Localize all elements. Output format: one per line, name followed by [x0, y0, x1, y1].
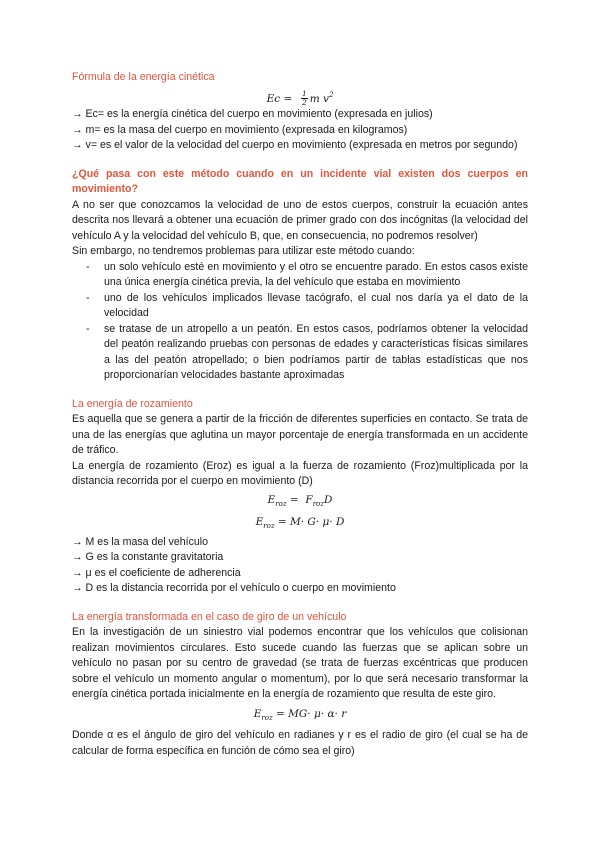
definition-line-G: → G es la constante gravitatoria	[72, 551, 224, 563]
rotation-equation: $E_{roz} = MG\cdot \mu\cdot \alpha\cdot r$	[253, 707, 347, 722]
heading-rotation-energy: La energía transformada en el caso de giro de un vehículo	[72, 610, 347, 623]
list-item: - se tratase de un atropello a un peatón. En estos casos, podríamos obtener la velocidad del peatón realizando pruebas con personas de edades y características físicas similares a las del peatón atropellado; o bien podríamos partir de tablas estadísticas que nos proporcionarían velocidades bastante aproximadas	[86, 322, 528, 384]
paragraph-friction-formula: La energía de rozamiento (Eroz) es igual a la fuerza de rozamiento (Froz)multiplicada por la distancia recorrida por el cuerpo en movimiento (D)	[72, 459, 528, 487]
paragraph-two-bodies: A no ser que conozcamos la velocidad de uno de estos cuerpos, construir la ecuación antes descrita nos llevará a obtener una ecuación de primer grado con dos incógnitas (la velocidad del vehículo A y la velocidad del vehículo B, que, en consecuencia, no podremos resolver)	[72, 198, 528, 242]
eq-fraction: $\frac{1}{2}$	[301, 89, 307, 107]
document-page	[72, 70, 528, 759]
paragraph-friction-definition: Es aquella que se genera a partir de la fricción de diferentes superficies en contacto. Se trata de una de las energías que aglutina un mayor porcentaje de energía transformada en un accidente de tráfico.	[72, 413, 528, 456]
definition-line-v: → v= es el valor de la velocidad del cuerpo en movimiento (expresada en metros por segundo)	[72, 139, 518, 151]
definition-line-M: → M es la masa del vehículo	[72, 535, 209, 548]
list-item: - uno de los vehículos implicados llevase tacógrafo, el cual nos daría ya el dato de la velocidad	[86, 291, 528, 322]
definition-line-D: → D es la distancia recorrida por el vehículo o cuerpo en movimiento	[72, 582, 396, 594]
eq-rest: m v	[309, 92, 329, 105]
heading-friction-energy: La energía de rozamiento	[72, 397, 193, 410]
paragraph-however: Sin embargo, no tendremos problemas para utilizar este método cuando:	[72, 245, 415, 257]
friction-equation-1: $E_{roz} = F_{roz}D$	[267, 493, 333, 508]
paragraph-where: Donde α es el ángulo de giro del vehículo en radianes y r es el radio de giro (el cual se ha de calcular de forma específica en función de cómo sea el giro)	[72, 729, 528, 757]
list-item: - un solo vehículo esté en movimiento y el otro se encuentre parado. En estos casos existe una única energía cinética previa, la del vehículo que estaba en movimiento	[86, 260, 528, 291]
eq-lhs: Ec	[266, 92, 281, 105]
definition-line-ec: → Ec= es la energía cinética del cuerpo en movimiento (expresada en julios)	[72, 108, 433, 120]
paragraph-rotation: En la investigación de un siniestro vial podemos encontrar que los vehículos que colisionan realizan movimientos circulares. Esto sucede cuando las fuerzas que se aplican sobre un vehículo no pasan por su centro de gravedad (se trata de fuerzas excéntricas que producen sobre el vehículo un momento angular o momentum), por lo que será necesario transformar la energía cinética portada inicialmente en la energía de rozamiento que resulta de este giro.	[72, 626, 528, 700]
definition-line-mu: → μ es el coeficiente de adherencia	[72, 566, 241, 579]
heading-two-bodies-question: ¿Qué pasa con este método cuando en un incidente vial existen dos cuerpos en movimiento?	[72, 167, 528, 195]
friction-equation-2: $E_{roz} = M\cdot G\cdot \mu\cdot D$	[255, 516, 345, 530]
heading-kinetic-energy-formula: Fórmula de la energía cinética	[72, 71, 215, 83]
kinetic-energy-equation: Ec = $\frac{1}{2}$ m $v^2$	[266, 89, 334, 107]
definition-line-m: → m= es la masa del cuerpo en movimiento (expresada en kilogramos)	[72, 123, 408, 136]
eq-exponent: 2	[328, 90, 334, 99]
